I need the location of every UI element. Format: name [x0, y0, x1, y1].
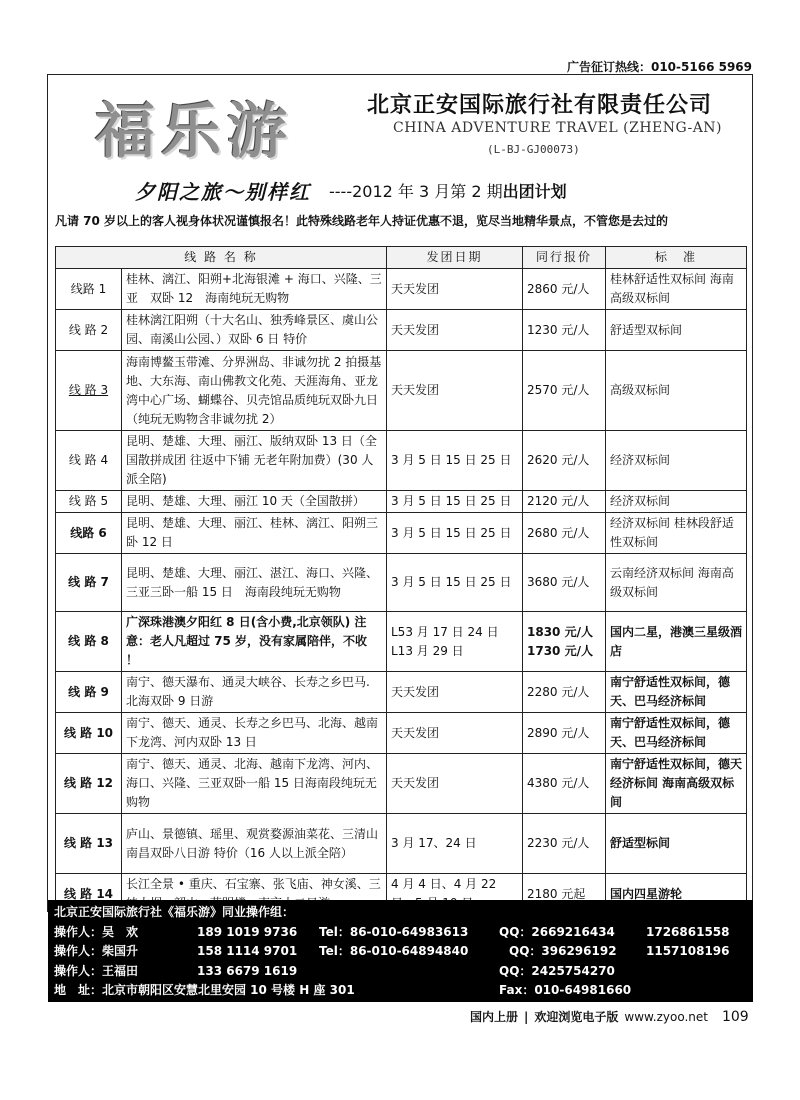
col-price: 同行报价: [523, 247, 606, 269]
route-desc: 广深珠港澳夕阳红 8 日(含小费,北京领队) 注意：老人凡超过 75 岁，没有家属陪伴，不收 ！: [122, 612, 387, 672]
route-name: 线 路 4: [56, 431, 122, 491]
operator-row: [54, 942, 747, 962]
col-standard: 标 准: [606, 247, 747, 269]
col-route-name: 线 路 名 称: [56, 247, 387, 269]
age-notice: 凡请 70 岁以上的客人视身体状况谨慎报名！此特殊线路老年人持证优惠不退，览尽当地精华景点，不管您是去过的: [55, 214, 669, 228]
operator-row: [54, 962, 747, 982]
route-name: 线 路 5: [56, 491, 122, 513]
route-standard: 舒适型标间: [606, 814, 747, 874]
address-row: [54, 981, 747, 1001]
route-desc: 南宁、德天、通灵、北海、越南下龙湾、河内、海口、兴隆、三亚双卧一船 15 日海南段纯玩无购物: [122, 754, 387, 814]
route-date: 4 月 4 日、4 月 22: [387, 874, 523, 915]
col-date: 发团日期: [387, 247, 523, 269]
route-price: 2180 元起: [523, 874, 606, 915]
contact-panel: [48, 900, 753, 1002]
operator-qq2[interactable]: 1157108196: [646, 944, 730, 958]
route-standard: 经济双标间: [606, 431, 747, 491]
route-name: 线 路 14: [56, 874, 122, 915]
route-standard: 国内二星，港澳三星级酒店: [606, 612, 747, 672]
operator-tel[interactable]: Tel：86-010-64894840: [319, 944, 469, 958]
table-row: [56, 612, 747, 672]
operator-name: 操作人：王福田: [54, 963, 139, 978]
route-date: 3 月 5 日 15 日 25 日: [387, 431, 523, 491]
route-desc: 昆明、楚雄、大理、丽江、湛江、海口、兴隆、三亚三卧一船 15 日 海南段纯玩无购物: [122, 554, 387, 612]
operator-qq[interactable]: QQ：2669216434: [499, 924, 615, 939]
route-price: 2230 元/人: [523, 814, 606, 874]
table-row: [56, 754, 747, 814]
route-name: 线 路 8: [56, 612, 122, 672]
route-price: 3680 元/人: [523, 554, 606, 612]
route-price: 4380 元/人: [523, 754, 606, 814]
brand-logo: 福乐游: [95, 97, 293, 167]
route-desc: 南宁、德天、通灵、长寿之乡巴马、北海、越南下龙湾、河内双卧 13 日: [122, 713, 387, 754]
route-date: 3 月 17、24 日: [387, 814, 523, 874]
footer-separator: |: [524, 1010, 529, 1024]
company-en-name: CHINA ADVENTURE TRAVEL (ZHENG-AN): [393, 120, 723, 136]
route-price: 2620 元/人: [523, 431, 606, 491]
table-row: [56, 310, 747, 351]
routes-table: [55, 246, 747, 915]
route-name: 线 路 10: [56, 713, 122, 754]
table-header-row: [56, 247, 747, 269]
route-standard: 南宁舒适性双标间，德天经济标间 海南高级双标间: [606, 754, 747, 814]
route-price: 2680 元/人: [523, 513, 606, 554]
route-desc: 昆明、楚雄、大理、丽江、版纳双卧 13 日（全国散拼成团 往返中下铺 无老年附加费）(30 人派全陪): [122, 431, 387, 491]
operator-qq[interactable]: QQ：2425754270: [499, 963, 615, 978]
route-standard: 舒适型双标间: [606, 310, 747, 351]
route-date: 天天发团: [387, 269, 523, 310]
route-standard: 桂林舒适性双标间 海南高级双标间: [606, 269, 747, 310]
route-name: 线 路 13: [56, 814, 122, 874]
operator-qq[interactable]: QQ：396296192: [509, 944, 617, 958]
route-name: 线路 6: [56, 513, 122, 554]
table-row: [56, 351, 747, 431]
operator-mobile[interactable]: 158 1114 9701: [197, 944, 298, 958]
route-price: 2280 元/人: [523, 672, 606, 713]
operator-mobile[interactable]: 133 6679 1619: [197, 963, 298, 978]
operator-mobile[interactable]: 189 1019 9736: [197, 924, 298, 939]
route-price: 2570 元/人: [523, 351, 606, 431]
route-name: 线 路 2: [56, 310, 122, 351]
title-plan: [329, 179, 567, 202]
title-plan-period: 2012 年 3 月第 2 期: [352, 181, 503, 201]
table-row: [56, 814, 747, 874]
route-date: 3 月 5 日 15 日 25 日: [387, 513, 523, 554]
route-standard: 高级双标间: [606, 351, 747, 431]
route-desc: 昆明、楚雄、大理、丽江、桂林、漓江、阳朔三卧 12 日: [122, 513, 387, 554]
route-date: 天天发团: [387, 310, 523, 351]
route-date: 3 月 5 日 15 日 25 日: [387, 554, 523, 612]
route-date: 天天发团: [387, 351, 523, 431]
table-row: [56, 491, 747, 513]
route-desc: 桂林漓江阳朔（十大名山、独秀峰景区、虞山公园、南溪山公园、）双卧 6 日 特价: [122, 310, 387, 351]
table-row: [56, 713, 747, 754]
route-date: 3 月 5 日 15 日 25 日: [387, 491, 523, 513]
footer-browse: 欢迎浏览电子版: [534, 1010, 619, 1024]
route-name: 线 路 12: [56, 754, 122, 814]
page-title: [135, 176, 567, 204]
title-plan-bold: 出团计划: [502, 181, 567, 201]
page-number: 109: [721, 1009, 749, 1025]
license-number: (L-BJ-GJ00073): [487, 143, 580, 156]
route-price: 1830 元/人 1730 元/人: [523, 612, 606, 672]
route-date: 天天发团: [387, 754, 523, 814]
route-name: 线 路 9: [56, 672, 122, 713]
route-desc: 南宁、德天瀑布、通灵大峡谷、长寿之乡巴马. 北海双卧 9 日游: [122, 672, 387, 713]
footer-section: 国内上册: [470, 1010, 519, 1024]
table-row: [56, 269, 747, 310]
address: 地 址：北京市朝阳区安慧北里安园 10 号楼 H 座 301: [54, 983, 355, 997]
route-desc: 桂林、漓江、阳朔+北海银滩 + 海口、兴隆、三亚 双卧 12 海南纯玩无购物: [122, 269, 387, 310]
table-row: [56, 513, 747, 554]
route-desc: 海南博鳌玉带滩、分界洲岛、非诚勿扰 2 拍摄基地、大东海、南山佛教文化苑、天涯海角、亚龙湾中心广场、蝴蝶谷、贝壳馆品质纯玩双卧九日（纯玩无购物含非诚勿扰 2）: [122, 351, 387, 431]
route-date: L53 月 17 日 24 日 L13 月 29 日: [387, 612, 523, 672]
route-standard: 经济双标间: [606, 491, 747, 513]
operator-tel[interactable]: Tel：86-010-64983613: [319, 924, 469, 939]
route-date: 天天发团: [387, 713, 523, 754]
operator-qq2[interactable]: 1726861558: [646, 924, 730, 939]
route-name[interactable]: 线 路 3: [56, 351, 122, 431]
table-row: [56, 672, 747, 713]
footer-website-link[interactable]: www.zyoo.net: [624, 1010, 708, 1024]
route-desc: 庐山、景德镇、瑶里、观赏婺源油菜花、三清山南昌双卧八日游 特价（16 人以上派全陪）: [122, 814, 387, 874]
route-price: 2890 元/人: [523, 713, 606, 754]
route-name: 线 路 7: [56, 554, 122, 612]
route-desc: 长江全景 • 重庆、石宝寨、张飞庙、神女溪、三: [122, 874, 387, 915]
contact-heading: 北京正安国际旅行社《福乐游》同业操作组：: [54, 905, 295, 919]
operator-name: 操作人：柴国升: [54, 944, 139, 958]
route-date: 天天发团: [387, 672, 523, 713]
route-standard: 南宁舒适性双标间，德天、巴马经济标间: [606, 672, 747, 713]
route-name: 线路 1: [56, 269, 122, 310]
operator-row: [54, 923, 747, 943]
title-brand: 夕阳之旅〜别样红: [135, 179, 311, 204]
route-price: 1230 元/人: [523, 310, 606, 351]
table-row: [56, 431, 747, 491]
route-price: 2120 元/人: [523, 491, 606, 513]
fax[interactable]: Fax：010-64981660: [499, 983, 632, 997]
page-footer: [470, 1008, 749, 1025]
route-standard: 云南经济双标间 海南高级双标间: [606, 554, 747, 612]
route-standard: 南宁舒适性双标间，德天、巴马经济标间: [606, 713, 747, 754]
ad-hotline: 广告征订热线：010-5166 5969: [566, 60, 752, 74]
company-cn-name: 北京正安国际旅行社有限责任公司: [367, 93, 713, 118]
title-prefix: ----: [329, 181, 353, 201]
route-standard: 经济双标间 桂林段舒适性双标间: [606, 513, 747, 554]
route-desc: 昆明、楚雄、大理、丽江 10 天（全国散拼）: [122, 491, 387, 513]
operator-name: 操作人：吴 欢: [54, 924, 139, 939]
route-standard: 国内四星游轮: [606, 874, 747, 915]
table-row: [56, 554, 747, 612]
route-price: 2860 元/人: [523, 269, 606, 310]
